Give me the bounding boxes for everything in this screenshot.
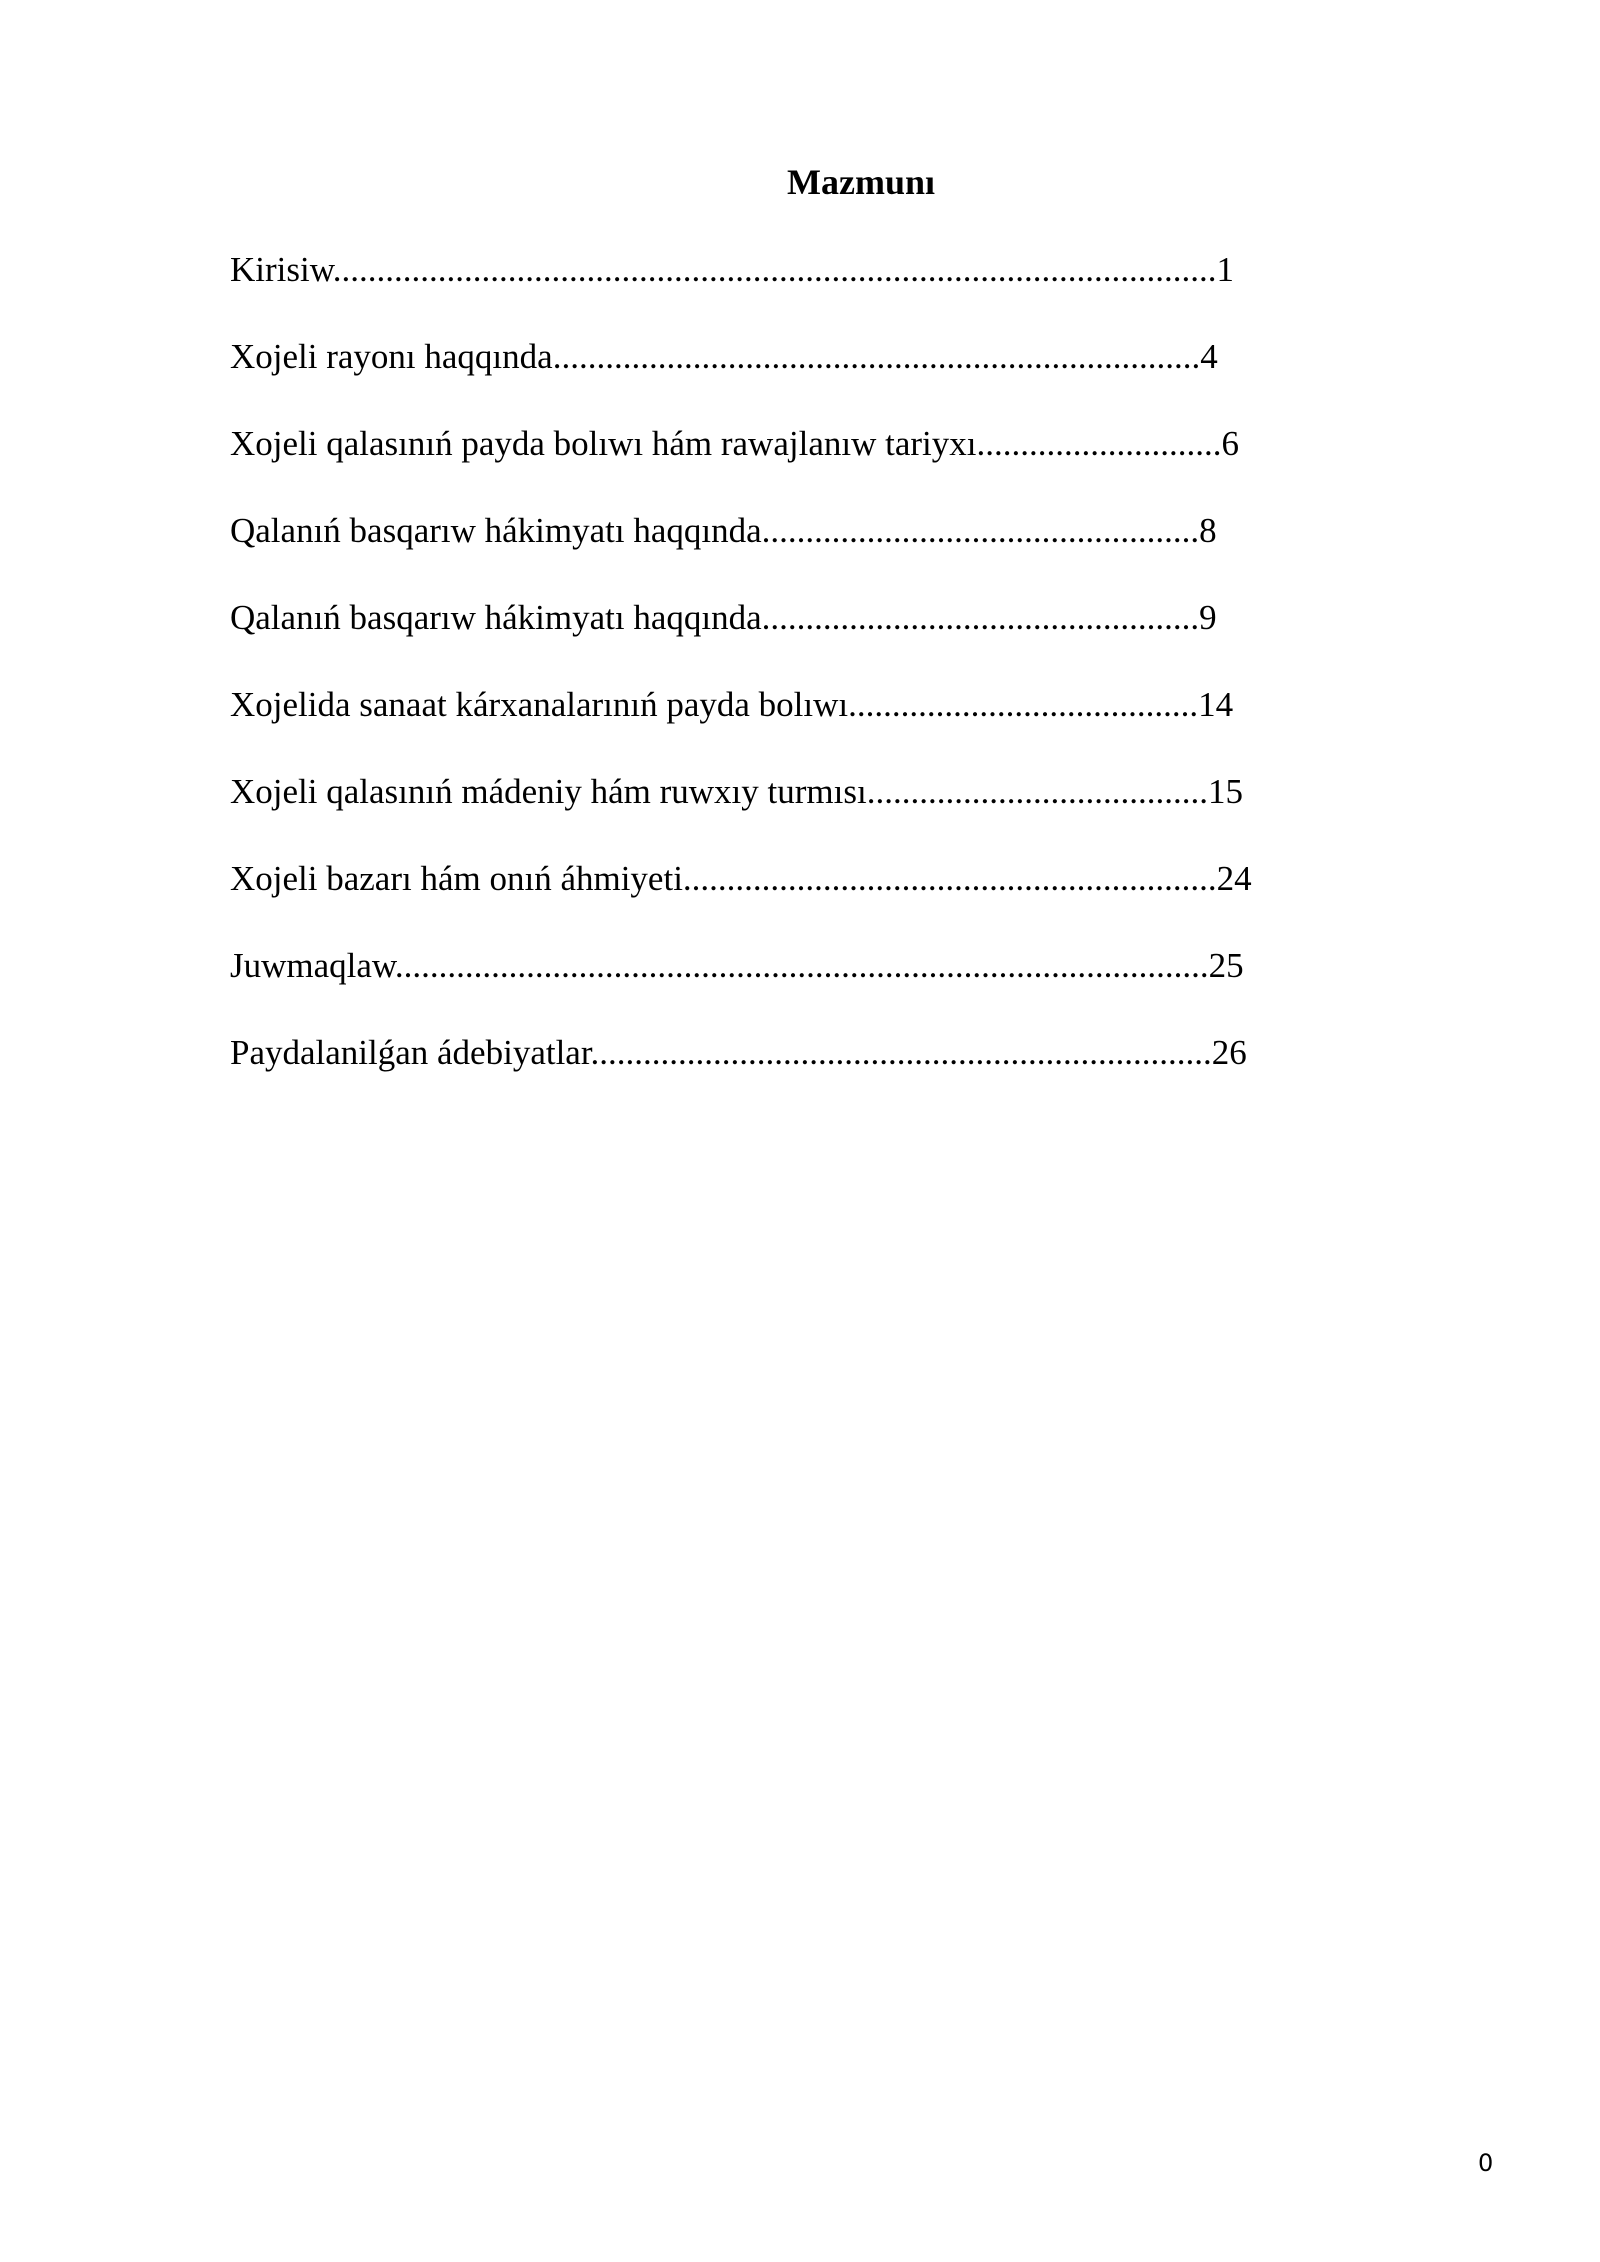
table-of-contents <box>230 248 1252 1118</box>
toc-entry: Xojeli bazarı hám onıń áhmiyeti.............................................................24 <box>230 859 1252 898</box>
page-title: Mazmunı <box>787 162 935 202</box>
toc-entry: Xojeli qalasınıń mádeniy hám ruwxıy turmısı.......................................15 <box>230 772 1243 811</box>
toc-entry: Juwmaqlaw.............................................................................................25 <box>230 946 1244 985</box>
toc-entry: Paydalanilǵan ádebiyatlar.......................................................................26 <box>230 1033 1247 1072</box>
toc-entry: Xojeli qalasınıń payda bolıwı hám rawajlanıw tariyxı............................6 <box>230 424 1239 463</box>
toc-entry: Kirisiw.....................................................................................................1 <box>230 250 1234 289</box>
toc-entry: Qalanıń basqarıw hákimyatı haqqında..................................................8 <box>230 511 1217 550</box>
toc-entry: Xojelida sanaat kárxanalarınıń payda bolıwı........................................14 <box>230 685 1234 724</box>
toc-entry: Qalanıń basqarıw hákimyatı haqqında..................................................9 <box>230 598 1217 637</box>
toc-entry: Xojeli rayonı haqqında..........................................................................4 <box>230 337 1218 376</box>
page-number: 0 <box>1478 2149 1494 2177</box>
